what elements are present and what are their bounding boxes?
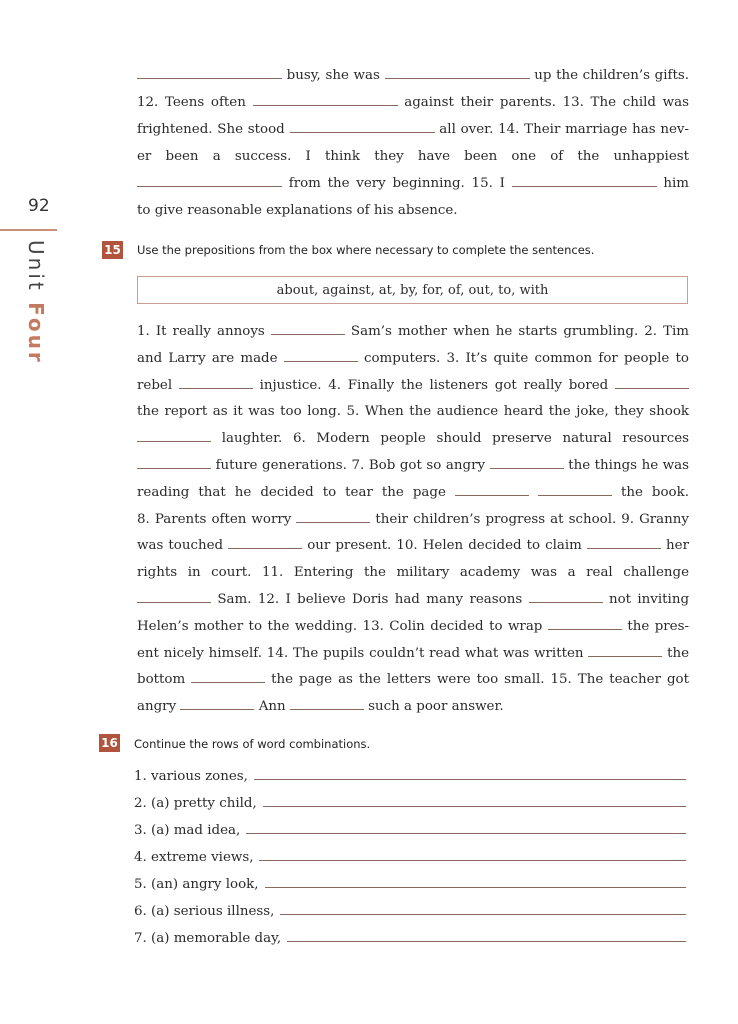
text-line xyxy=(137,399,689,426)
text-line xyxy=(137,170,689,197)
sentence-text: her xyxy=(666,538,689,554)
sentence-text: not inviting xyxy=(608,591,690,607)
unit-label xyxy=(24,240,48,365)
word-combination-row xyxy=(134,871,686,898)
fill-in-blank[interactable] xyxy=(588,655,662,657)
fill-in-blank[interactable] xyxy=(259,859,686,861)
fill-in-blank[interactable] xyxy=(512,185,657,187)
sentence-text: him xyxy=(663,176,689,191)
word-combination-label: 6. (a) serious illness, xyxy=(134,904,275,919)
word-combination-row xyxy=(134,844,686,871)
text-line xyxy=(137,426,689,453)
sentence-text: our present. 10. Helen decided to claim xyxy=(307,538,582,554)
unit-name: Four xyxy=(24,302,48,365)
word-combination-label: 1. various zones, xyxy=(134,769,248,784)
fill-in-blank[interactable] xyxy=(280,913,686,915)
sentence-text: Sam’s mother when he starts grumbling. 2. Tim xyxy=(350,324,689,339)
exercise-15-badge: 15 xyxy=(102,241,123,259)
sentence-text: computers. 3. It’s quite common for people to xyxy=(364,350,689,366)
text-line xyxy=(137,62,689,89)
sentence-text: all over. 14. Their marriage has nev- xyxy=(439,122,690,137)
word-combination-label: 7. (a) memorable day, xyxy=(134,931,282,946)
fill-in-blank[interactable] xyxy=(263,805,686,807)
text-line xyxy=(137,89,689,116)
fill-in-blank[interactable] xyxy=(587,547,661,549)
exercise-16-badge: 16 xyxy=(99,734,120,752)
fill-in-blank[interactable] xyxy=(287,940,686,942)
text-line xyxy=(137,667,689,694)
fill-in-blank[interactable] xyxy=(290,708,364,710)
exercise-15-text xyxy=(137,319,689,721)
fill-in-blank[interactable] xyxy=(253,104,398,106)
side-divider xyxy=(0,229,57,231)
sentence-text: angry xyxy=(137,699,177,715)
sentence-text: rights in court. 11. Entering the military academy was a real challenge xyxy=(137,565,689,581)
sentence-text: the xyxy=(667,645,689,661)
text-line xyxy=(137,587,689,614)
fill-in-blank[interactable] xyxy=(284,360,358,362)
fill-in-blank[interactable] xyxy=(137,440,211,442)
text-line xyxy=(137,373,689,400)
text-line xyxy=(137,480,689,507)
sentence-text: was touched xyxy=(137,538,224,554)
sentence-text: the report as it was too long. 5. When the audience heard the joke, they shook xyxy=(137,404,689,420)
word-combination-label: 2. (a) pretty child, xyxy=(134,796,257,811)
fill-in-blank[interactable] xyxy=(455,494,529,496)
preposition-box: about, against, at, by, for, of, out, to, with xyxy=(137,276,688,304)
sentence-text: the things he was xyxy=(568,457,690,473)
word-combination-label: 5. (an) angry look, xyxy=(134,877,259,892)
word-combination-row xyxy=(134,817,686,844)
exercise-15-instruction: Use the prepositions from the box where necessary to complete the sentences. xyxy=(137,243,595,257)
sentence-text: and Larry are made xyxy=(137,350,278,366)
word-combination-row xyxy=(134,898,686,925)
fill-in-blank[interactable] xyxy=(615,387,689,389)
sentence-text: Helen’s mother to the wedding. 13. Colin decided to wrap xyxy=(137,618,543,634)
fill-in-blank[interactable] xyxy=(538,494,612,496)
page-number: 92 xyxy=(28,196,50,216)
sentence-text: 1. It really annoys xyxy=(137,324,265,339)
sentence-text: er been a success. I think they have been one of the unhappiest xyxy=(137,149,689,164)
text-line xyxy=(137,533,689,560)
sentence-text: 12. Teens often xyxy=(137,95,246,110)
fill-in-blank[interactable] xyxy=(137,601,211,603)
sentence-text: Ann xyxy=(258,699,286,715)
text-line xyxy=(137,319,689,346)
text-line xyxy=(137,197,689,224)
fill-in-blank[interactable] xyxy=(271,333,345,335)
text-line xyxy=(137,507,689,534)
sentence-text: the book. xyxy=(620,484,689,500)
sentence-text: 8. Parents often worry xyxy=(137,511,292,527)
fill-in-blank[interactable] xyxy=(228,547,302,549)
fill-in-blank[interactable] xyxy=(548,628,622,630)
sentence-text: such a poor answer. xyxy=(368,699,504,715)
word-combination-row xyxy=(134,763,686,790)
fill-in-blank[interactable] xyxy=(137,185,282,187)
fill-in-blank[interactable] xyxy=(254,778,686,780)
sentence-text: rebel xyxy=(137,377,173,393)
text-line xyxy=(137,614,689,641)
sentence-text: injustice. 4. Finally the listeners got really bored xyxy=(259,377,609,393)
fill-in-blank[interactable] xyxy=(191,681,265,683)
text-line xyxy=(137,116,689,143)
sentence-text: reading that he decided to tear the page xyxy=(137,484,446,500)
sentence-text: busy, she was xyxy=(286,68,380,83)
sentence-text: bottom xyxy=(137,672,186,688)
sentence-text: from the very beginning. 15. I xyxy=(288,176,505,191)
text-line xyxy=(137,453,689,480)
exercise-16-instruction: Continue the rows of word combinations. xyxy=(134,737,371,751)
fill-in-blank[interactable] xyxy=(290,131,435,133)
text-line xyxy=(137,143,689,170)
fill-in-blank[interactable] xyxy=(490,467,564,469)
sentence-text: to give reasonable explanations of his absence. xyxy=(137,203,458,218)
sentence-text: the pres- xyxy=(627,618,690,634)
text-line xyxy=(137,560,689,587)
text-line xyxy=(137,641,689,668)
word-combination-label: 3. (a) mad idea, xyxy=(134,823,241,838)
sentence-text: their children’s progress at school. 9. Granny xyxy=(375,511,689,527)
text-line xyxy=(137,694,689,721)
exercise-16-list xyxy=(134,763,686,952)
fill-in-blank[interactable] xyxy=(385,77,530,79)
unit-word: Unit xyxy=(24,240,48,293)
fill-in-blank[interactable] xyxy=(179,387,253,389)
sentence-text: ent nicely himself. 14. The pupils couldn’t read what was written xyxy=(137,645,584,661)
fill-in-blank[interactable] xyxy=(137,77,282,79)
fill-in-blank[interactable] xyxy=(529,601,603,603)
fill-in-blank[interactable] xyxy=(265,886,686,888)
sentence-text: up the children’s gifts. xyxy=(534,68,689,83)
word-combination-label: 4. extreme views, xyxy=(134,850,254,865)
continued-exercise-text xyxy=(137,62,689,224)
sentence-text: frightened. She stood xyxy=(137,122,285,137)
sentence-text: against their parents. 13. The child was xyxy=(404,95,689,110)
word-combination-row xyxy=(134,790,686,817)
fill-in-blank[interactable] xyxy=(296,521,370,523)
sentence-text: laughter. 6. Modern people should preserve natural resources xyxy=(221,431,689,447)
fill-in-blank[interactable] xyxy=(246,832,686,834)
sentence-text: future generations. 7. Bob got so angry xyxy=(215,457,486,473)
fill-in-blank[interactable] xyxy=(180,708,254,710)
word-combination-row xyxy=(134,925,686,952)
text-line xyxy=(137,346,689,373)
sentence-text: Sam. 12. I believe Doris had many reasons xyxy=(217,591,523,607)
fill-in-blank[interactable] xyxy=(137,467,211,469)
sentence-text: the page as the letters were too small. 15. The teacher got xyxy=(271,672,689,688)
